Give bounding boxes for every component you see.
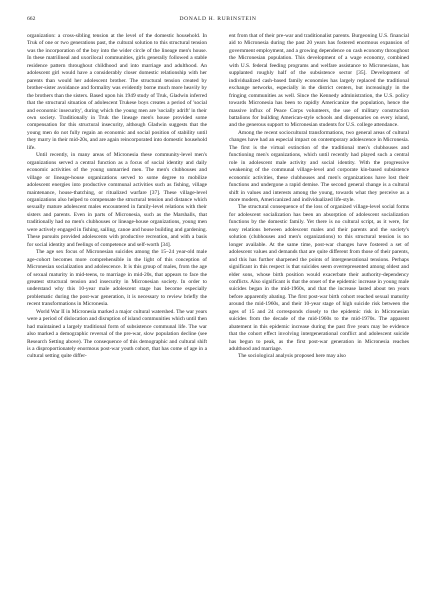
running-head: DONALD H. RUBINSTEIN — [179, 16, 257, 22]
paragraph: World War II in Micronesia marked a major cultural watershed. The war years were a period of dislocation and disruption of island communities which until then had maintained a largely traditional form of subsistence communal life. The war also marked a demographic reversal of the pre-war, slow population decline (see Research Setting above). The consequence of this demographic and cultural shift is a disproportionately enormous post-war youth cohort, that has come of age in a cultural setting quite differ- — [27, 308, 207, 360]
left-column — [27, 33, 207, 593]
paragraph: Until recently, in many areas of Micronesia these community-level men's organizations served a central function as a focus of social identity and daily economic activities of the young unmarried men. The men's clubhouses and village or lineage-house organizations served to some degree to mobilize adolescent energies into productive communal activities such as fishing, village maintenance, house-thatching, or ritualized warfare [37]. These village-level organizations also helped to compensate the structural tension and distance which sexually mature adolescent males encountered in family-level relations with their sisters and parents. Even in parts of Micronesia, such as the Marshalls, that traditionally had no men's clubhouses or lineage-house organizations, young men were actively engaged in fishing, sailing, canoe and house building and gardening. These pursuits provided adolescents with productive recreation, and with a basis for social identity and feelings of competence and self-worth [34]. — [27, 152, 207, 248]
paragraph: The structural consequence of the loss of organized village-level social forms for adolescent socialization has been an absorption of adolescent socialization functions by the domestic family. Yet there is no cultural script, as it were, for easy relations between adolescent males and their parents and the society's solution (clubhouses and men's organizations) to this structural tension is no longer available. At the same time, post-war changes have fostered a set of adolescent values and demands that are quite different from those of their parents, and this has further sharpened the points of intergenerational tensions. Perhaps significant in this respect is that suicides seem overrepresented among oldest and elder sons, whose birth position would exacerbate their authority-dependency conflicts. Also significant is that the onset of the epidemic increase in young male suicides began in the mid-1960s, and that the increase lasted about ten years before apparently abating. The first post-war birth cohort reached sexual maturity around the mid-1960s, and their 10-year stage of high suicide risk between the ages of 15 and 24 corresponds closely to the epidemic risk in Micronesian suicides from the decade of the mid-1960s to the mid-1970s. The apparent abatement in this epidemic increase during the past five years may be evidence that the cohort effect involving intergenerational conflict and adolescent suicide has begun to peak, as the first post-war generation in Micronesia reaches adulthood and marriage. — [229, 204, 409, 353]
paragraph: The age sex focus of Micronesian suicides among the 15–24 year-old male age-cohort becomes more comprehensible in the light of this conception of Micronesian socialization and adolescence. It is this group of males, from the age of sexual maturity in mid-teens, to marriage in mid-20s, that appears to face the greatest structural tension and insecurity in Micronesian society. In order to understand why this 10-year male adolescent stage has become especially problematic during the post-war generation, it is necessary to review briefly the recent transformations in Micronesia. — [27, 249, 207, 308]
paragraph: The sociological analysis proposed here may also — [238, 353, 346, 360]
paragraph: Among the recent sociocultural transformations, two general areas of cultural changes have had an especial impact on contemporary adolescence in Micronesia. The first is the virtual extinction of the traditional men's clubhouses and functioning men's organizations, which until recently had played such a central role in adolescent male activity and social identity. With the progressive weakening of the communal village-level and corporate kin-based subsistence economic activities, these clubhouses and men's organizations have lost their functions and undergone a rapid demise. The second general change is a cultural shift in values and interests among the young, towards what they perceive as a more modern, Americanized and individualized life-style. — [229, 129, 409, 203]
paragraph: ent from that of their pre-war and traditionalist parents. Burgeoning U.S. financial aid to Micronesia during the past 20 years has fostered enormous expansion of government employment, and a growing dependence on cash economy throughout the Micronesian population. This development of a wage economy, combined with U.S. federal feeding programs and welfare assistance to Micronesians, has supplanted roughly half of the subsistence sector [35]. Development of individualized cash-based family economies has largely replaced the traditional exchange networks, especially in the district centers, but increasingly in the fringing communities as well. Since the Kennedy administration, the U.S. policy towards Micronesia has been to rapidly Americanize the population, hence the massive influx of Peace Corps volunteers, the use of military construction battalions for building American-style schools and dispensaries on every island, and the generous support to Micronesian students for U.S. college attendance. — [229, 33, 409, 129]
page-number: 662 — [27, 16, 36, 22]
right-column — [229, 33, 409, 593]
page-header — [27, 14, 409, 24]
paragraph: organization: a cross-sibling tension at the level of the domestic household. In Truk of one or two generations past, the cultural solution to this structural tension was the incorporation of the boy into the wider circle of the lineage men's house. In these matrilineal and uxorilocal communities, girls generally followed a stable residence pattern throughout childhood and into marriage and adulthood. An adolescent girl would have a considerably closer domestic relationship with her parents than would her adolescent brother. The structural tension created by brother-sister avoidance and formality was evidently borne much more heavily by the brothers than the sisters. Based upon his 1949 study of Truk, Gladwin inferred that the structural situation of adolescent Trukese boys creates a period of 'social and economic insecurity', during which the young men are 'socially adrift' in their own society. Traditionally in Truk the lineage men's house provided some compensation for this structural insecurity, although Gladwin suggests that the young men do not fully regain an economic and social position of stability until they marry in their mid-20s, and are again reincorporated into domestic household life. — [27, 33, 207, 151]
